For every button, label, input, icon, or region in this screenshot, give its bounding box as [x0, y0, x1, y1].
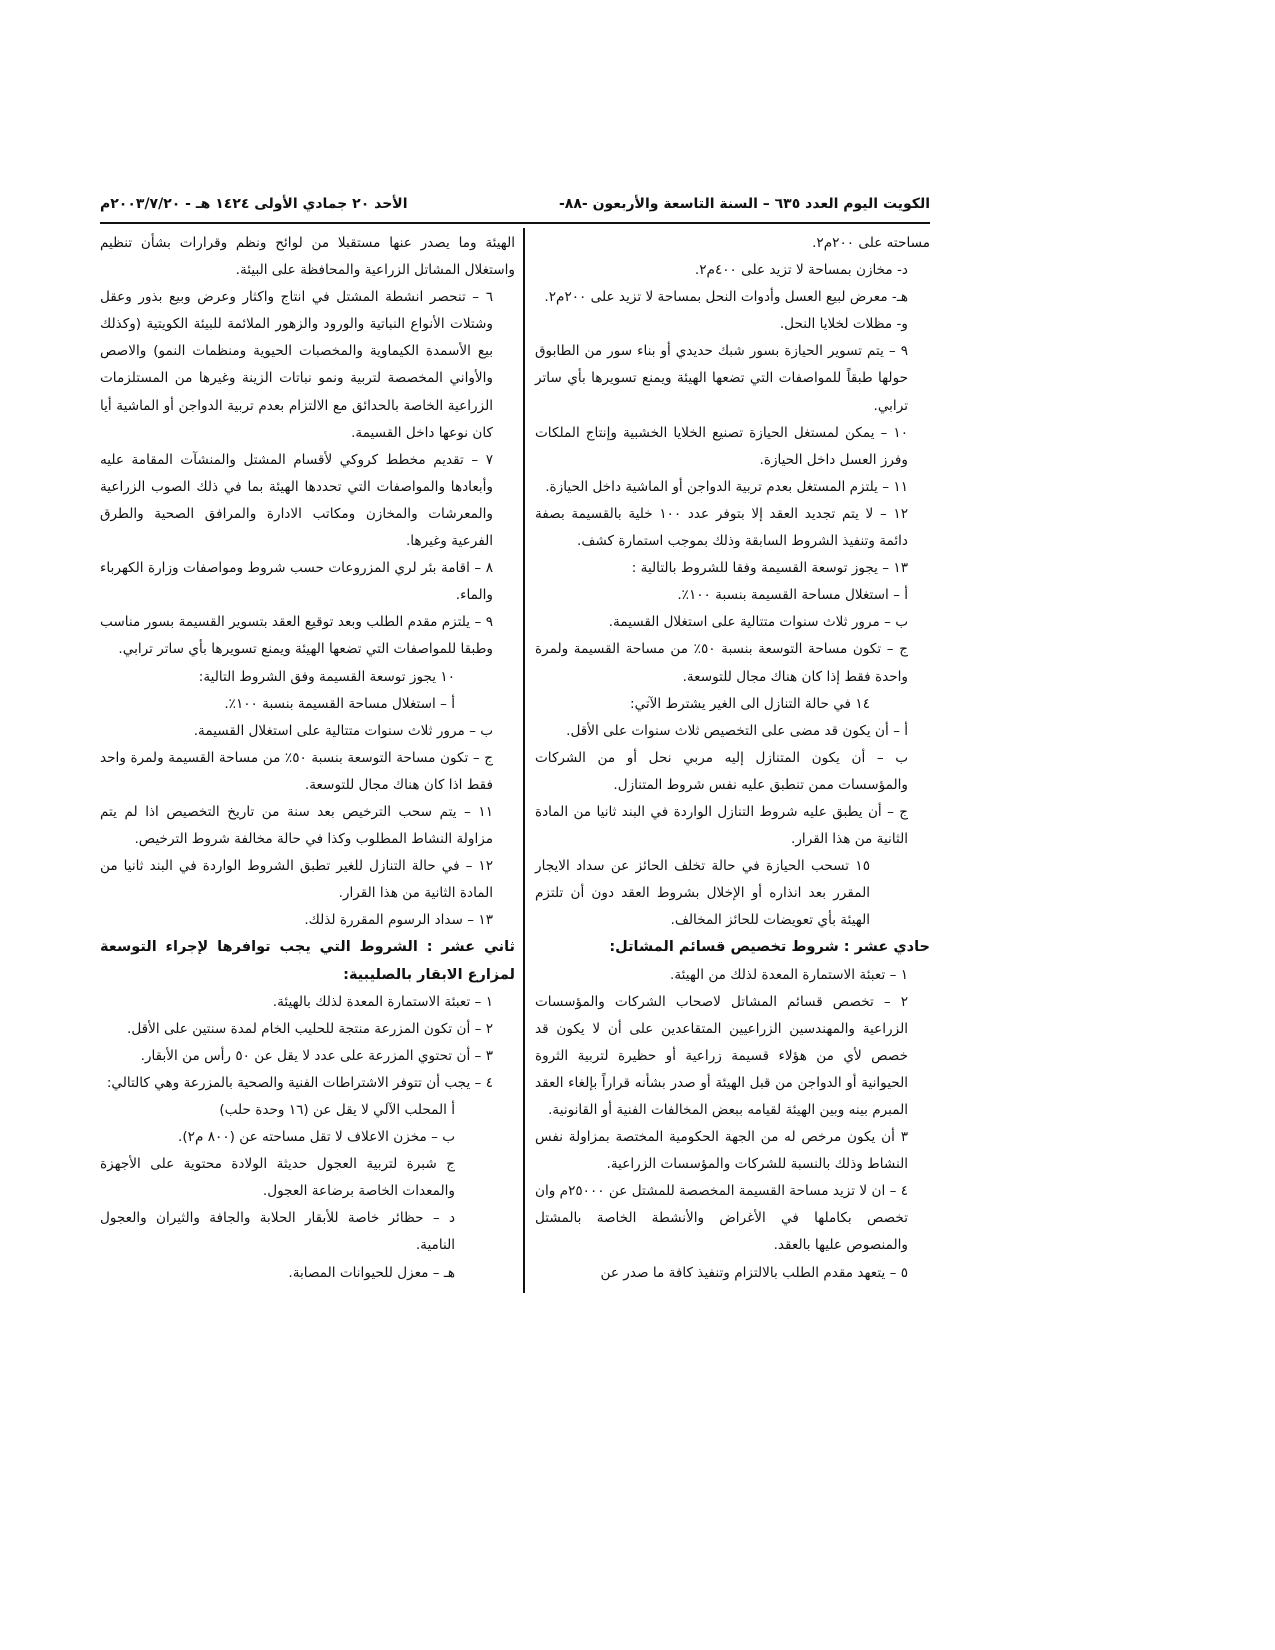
paragraph: ٣ – أن تحتوي المزرعة على عدد لا يقل عن ٥٠ رأس من الأبقار. — [140, 1047, 493, 1064]
paragraph: ١٥ تسحب الحيازة في حالة تخلف الحائز عن سداد الايجار المقرر بعد انذاره أو الإخلال بشروط العقد دون أن تلتزم الهيئة بأي تعويضات للحائز المخالف. — [535, 858, 870, 929]
paragraph: ٨ – اقامة بئر لري المزروعات حسب شروط ومواصفات وزارة الكهرباء والماء. — [100, 560, 493, 604]
paragraph: ١ – تعبئة الاستمارة المعدة لذلك بالهيئة. — [272, 993, 493, 1010]
paragraph: أ – استغلال مساحة القسيمة بنسبة ١٠٠٪. — [677, 587, 908, 604]
paragraph: ٥ – يتعهد مقدم الطلب بالالتزام وتنفيذ كافة ما صدر عن — [600, 1264, 908, 1281]
paragraph: ب – مخزن الاعلاف لا تقل مساحته عن (٨٠٠ م٢). — [178, 1129, 455, 1146]
paragraph: أ – أن يكون قد مضى على التخصيص ثلاث سنوات على الأقل. — [566, 722, 908, 739]
paragraph: ١١ – يلتزم المستغل بعدم تربية الدواجن أو الماشية داخل الحيازة. — [545, 478, 908, 495]
header-issue-info: الكويت اليوم العدد ٦٣٥ – السنة التاسعة والأربعون -٨٨- — [558, 196, 930, 212]
paragraph: د – حظائر خاصة للأبقار الحلابة والجافة والثيران والعجول النامية. — [100, 1210, 455, 1254]
paragraph: ١٠ – يمكن لمستغل الحيازة تصنيع الخلايا الخشبية وإنتاج الملكات وفرز العسل داخل الحيازة. — [535, 424, 908, 468]
paragraph: ٤ – ان لا تزيد مساحة القسيمة المخصصة للمشتل عن ٢٥٠٠٠م وان تخصص بكاملها في الأغراض والأنشطة الخاصة بالمشتل والمنصوص عليها بالعقد. — [535, 1183, 908, 1254]
paragraph: هـ- معرض لبيع العسل وأدوات النحل بمساحة لا تزيد على ٢٠٠م٢. — [544, 289, 908, 306]
paragraph: و- مظلات لخلايا النحل. — [779, 316, 908, 333]
paragraph: ج شبرة لتربية العجول حديثة الولادة محتوية على الأجهزة والمعدات الخاصة برضاعة العجول. — [100, 1156, 455, 1200]
paragraph: ١ – تعبئة الاستمارة المعدة لذلك من الهيئة. — [670, 966, 908, 983]
paragraph: ب – مرور ثلاث سنوات متتالية على استغلال القسيمة. — [193, 722, 493, 739]
paragraph: أ المحلب الآلي لا يقل عن (١٦ وحدة حلب) — [219, 1102, 455, 1118]
paragraph: ب – مرور ثلاث سنوات متتالية على استغلال القسيمة. — [608, 614, 908, 631]
paragraph: ج – تكون مساحة التوسعة بنسبة ٥٠٪ من مساحة القسيمة ولمرة واحدة فقط إذا كان هناك مجال للتوسعة. — [535, 641, 908, 685]
paragraph: ٦ – تنحصر انشطة المشتل في انتاج واكثار وعرض وبيع بذور وعقل وشتلات الأنواع النباتية والورود والزهور الملائمة للبيئة الكويتية (وكذلك بيع الأسمدة الكيماوية والمخصبات الحيوية ومنظمات النمو) والاصص والأواني المخصصة لتربية ونمو نباتات الزينة وغيرها من المستلزمات الزراعية الخاصة بالحدائق مع الالتزام بعدم تربية الدواجن أو الماشية أيا كان نوعها داخل القسيمة. — [100, 289, 493, 441]
paragraph: ١٣ – سداد الرسوم المقررة لذلك. — [304, 912, 493, 929]
paragraph: هـ – معزل للحيوانات المصابة. — [288, 1264, 455, 1281]
paragraph: الهيئة وما يصدر عنها مستقبلا من لوائح ونظم وقرارات بشأن تنظيم واستغلال المشاتل الزراعية والمحافظة على البيئة. — [100, 235, 515, 279]
left-column — [100, 230, 515, 1287]
header-rule — [100, 222, 930, 224]
paragraph: ١١ – يتم سحب الترخيص بعد سنة من تاريخ التخصيص اذا لم يتم مزاولة النشاط المطلوب وكذا في حالة مخالفة شروط الترخيص. — [100, 803, 493, 848]
column-divider — [523, 228, 525, 1293]
paragraph: ١٢ – لا يتم تجديد العقد إلا بتوفر عدد ١٠٠ خلية بالقسيمة بصفة دائمة وتنفيذ الشروط السابقة وذلك بموجب استمارة كشف. — [535, 505, 909, 550]
paragraph: ب – أن يكون المتنازل إليه مربي نحل أو من الشركات والمؤسسات ممن تنطبق عليه نفس شروط المتنازل. — [535, 749, 908, 793]
section-heading: ثاني عشر : الشروط التي يجب توافرها لإجراء التوسعة لمزارع الابقار بالصليبية: — [100, 939, 515, 983]
paragraph: ج – تكون مساحة التوسعة بنسبة ٥٠٪ من مساحة القسيمة ولمرة واحد فقط اذا كان هناك مجال للتوسعة. — [100, 749, 493, 793]
right-column — [535, 230, 930, 1287]
paragraph: ٢ – أن تكون المزرعة منتجة للحليب الخام لمدة سنتين على الأقل. — [127, 1020, 493, 1037]
paragraph: ٤ – يجب أن تتوفر الاشتراطات الفنية والصحية بالمزرعة وهي كالتالي: — [106, 1074, 493, 1091]
paragraph: ٩ – يتم تسوير الحيازة بسور شبك حديدي أو بناء سور من الطابوق حولها طبقاً للمواصفات التي تضعها الهيئة ويمنع تسويرها بأي ساتر ترابي. — [535, 343, 908, 414]
paragraph: ١٤ في حالة التنازل الى الغير يشترط الآتي: — [629, 695, 870, 712]
paragraph: ١٣ – يجوز توسعة القسيمة وفقا للشروط بالتالية : — [631, 560, 908, 577]
paragraph: ج – أن يطبق عليه شروط التنازل الواردة في البند ثانيا من المادة الثانية من هذا القرار. — [535, 803, 908, 848]
paragraph: ١٠ يجوز توسعة القسيمة وفق الشروط التالية: — [198, 668, 455, 685]
paragraph: ١٢ – في حالة التنازل للغير تطبق الشروط الواردة في البند ثانيا من المادة الثانية من هذا القرار. — [100, 858, 493, 902]
header-date: الأحد ٢٠ جمادي الأولى ١٤٢٤ هـ - ٢٠٠٣/٧/٢٠م — [100, 196, 408, 212]
paragraph: د- مخازن بمساحة لا تزيد على ٤٠٠م٢. — [694, 262, 908, 279]
paragraph: ٣ أن يكون مرخص له من الجهة الحكومية المختصة بمزاولة نفس النشاط وذلك بالنسبة للشركات والمؤسسات الزراعية. — [535, 1129, 908, 1173]
paragraph: ٩ – يلتزم مقدم الطلب وبعد توقيع العقد بتسوير القسيمة بسور مناسب وطبقا للمواصفات التي تضعها الهيئة ويمنع تسويرها بأي ساتر ترابي. — [100, 614, 493, 658]
paragraph: أ – استغلال مساحة القسيمة بنسبة ١٠٠٪. — [224, 695, 455, 712]
paragraph: مساحته على ٢٠٠م٢. — [812, 235, 930, 251]
paragraph: ٧ – تقديم مخطط كروكي لأقسام المشتل والمنشآت المقامة عليه وأبعادها والمواصفات التي تحددها الهيئة بما في ذلك الصوب الزراعية والمعرشات والمخازن ومكاتب الادارة والمرافق الصحية والطرق الفرعية وغيرها. — [100, 451, 493, 550]
section-heading: حادي عشر : شروط تخصيص قسائم المشاتل: — [609, 939, 930, 956]
paragraph: ٢ – تخصص قسائم المشاتل لاصحاب الشركات والمؤسسات الزراعية والمهندسين الزراعيين المتقاعدين على أن لا يكون قد خصص لأي من هؤلاء قسيمة زراعية أو حظيرة لتربية الثروة الحيوانية أو الدواجن من قبل الهيئة أو صدر بشأنه قراراً بإلغاء العقد المبرم بينه وبين الهيئة لقيامه ببعض المخالفات الفنية أو القانونية. — [535, 993, 908, 1118]
